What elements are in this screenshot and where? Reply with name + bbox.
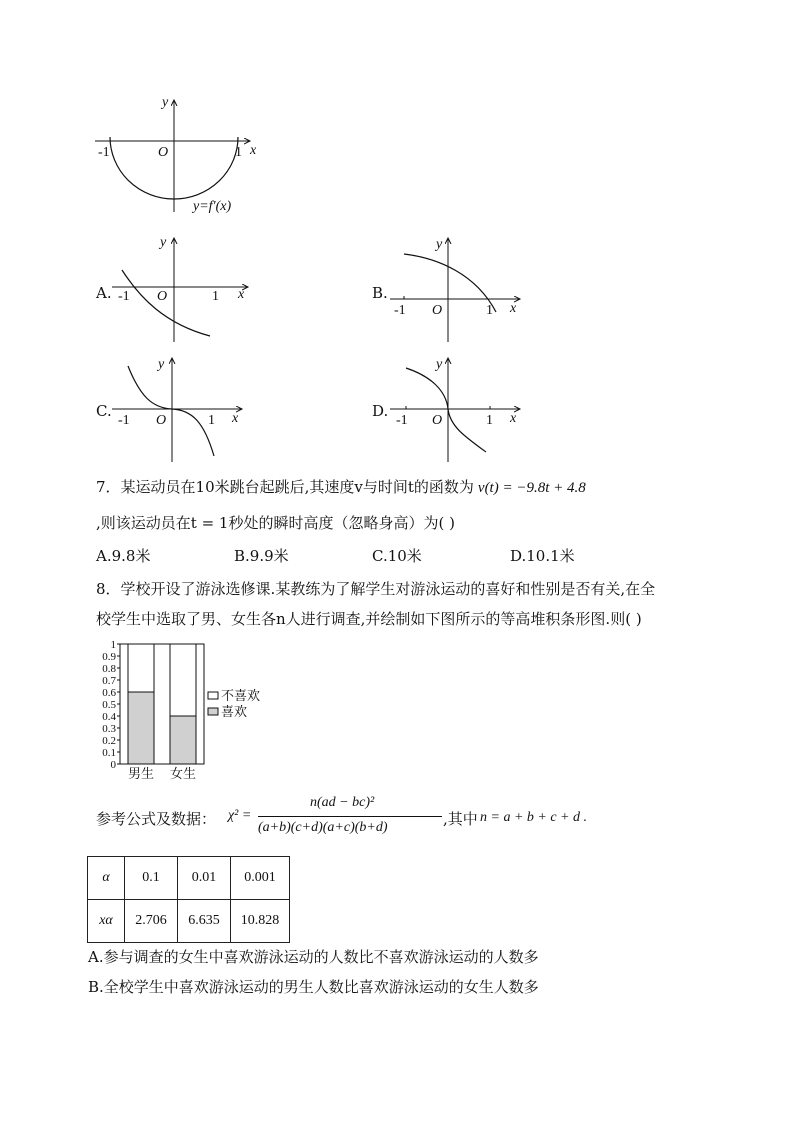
y-tick-label: 0.4 <box>102 711 116 723</box>
option-d-letter[interactable]: D. <box>372 402 389 420</box>
table-row <box>88 900 290 943</box>
origin-label: O <box>432 413 443 428</box>
table-cell: 6.635 <box>178 900 231 943</box>
pos-one-label: 1 <box>235 145 242 160</box>
y-label: y <box>436 237 443 252</box>
legend-label: 喜欢 <box>221 704 248 719</box>
y-tick-label: 0.5 <box>102 699 116 711</box>
formula-label: 参考公式及数据： <box>96 810 217 828</box>
option-a-letter[interactable]: A. <box>96 284 112 302</box>
table-row-head: α <box>88 857 125 900</box>
option-b-curve <box>404 254 496 312</box>
x-label: x <box>238 287 245 302</box>
q7-option-a[interactable]: A.9.8米 <box>96 547 151 565</box>
y-label: y <box>436 357 443 372</box>
q7-option-d[interactable]: D.10.1米 <box>510 547 575 565</box>
x-label: x <box>232 411 239 426</box>
legend-label: 不喜欢 <box>221 688 261 703</box>
q8-stem-line1: 8．学校开设了游泳选修课.某教练为了解学生对游泳运动的喜好和性别是否有关,在全 <box>96 580 656 598</box>
x-category-label: 女生 <box>169 766 197 781</box>
bar-segment <box>170 644 196 716</box>
q8-stem-line2: 校学生中选取了男、女生各n人进行调查,并绘制如下图所示的等高堆积条形图.则( ) <box>96 610 642 628</box>
neg-one-label: -1 <box>394 303 406 318</box>
table-cell: 0.001 <box>231 857 290 900</box>
neg-one-label: -1 <box>118 413 130 428</box>
critical-value-table <box>87 856 290 943</box>
x-category-label: 男生 <box>127 766 155 781</box>
table-cell: 10.828 <box>231 900 290 943</box>
pos-one-label: 1 <box>486 303 493 318</box>
y-tick-label: 1 <box>110 639 116 651</box>
option-d-graph[interactable] <box>388 352 533 464</box>
bar-segment <box>170 716 196 764</box>
y-label: y <box>162 95 169 110</box>
bar-segment <box>128 644 154 692</box>
derivative-graph <box>90 92 260 217</box>
legend-swatch <box>208 708 218 715</box>
x-label: x <box>250 143 257 158</box>
chi-square-lhs: χ² = <box>228 808 252 823</box>
formula-denominator: (a+b)(c+d)(a+c)(b+d) <box>258 820 388 835</box>
option-c-letter[interactable]: C. <box>96 402 112 420</box>
q8-option-a[interactable]: A.参与调查的女生中喜欢游泳运动的人数比不喜欢游泳运动的人数多 <box>88 948 539 966</box>
neg-one-label: -1 <box>396 413 408 428</box>
x-label: x <box>510 411 517 426</box>
table-cell: 0.1 <box>125 857 178 900</box>
x-label: x <box>510 301 517 316</box>
q7-stem-line1 <box>96 476 586 497</box>
option-c-curve <box>128 366 214 456</box>
bar-segment <box>128 692 154 764</box>
q7-stem-text: 7．某运动员在10米跳台起跳后,其速度v与时间t的函数为 <box>96 478 474 496</box>
option-b-graph[interactable] <box>388 232 533 344</box>
y-tick-label: 0.6 <box>102 687 116 699</box>
table-row <box>88 857 290 900</box>
option-b-letter[interactable]: B. <box>372 284 388 302</box>
option-a-graph[interactable] <box>110 232 255 344</box>
formula-numerator: n(ad − bc)² <box>310 795 375 810</box>
pos-one-label: 1 <box>212 289 219 304</box>
stacked-bar-chart <box>88 636 288 786</box>
formula-tail: ,其中 <box>443 810 478 828</box>
y-tick-label: 0.9 <box>102 651 116 663</box>
origin-label: O <box>156 413 167 428</box>
neg-one-label: -1 <box>98 145 110 160</box>
q7-option-b[interactable]: B.9.9米 <box>234 547 289 565</box>
y-label: y <box>158 357 165 372</box>
option-d-curve <box>406 368 486 452</box>
pos-one-label: 1 <box>208 413 215 428</box>
table-cell: 2.706 <box>125 900 178 943</box>
y-tick-label: 0 <box>110 759 116 771</box>
y-label: y <box>160 235 167 250</box>
q7-stem-line2: ,则该运动员在t = 1秒处的瞬时高度（忽略身高）为( ) <box>96 514 455 532</box>
q7-velocity-formula: v(t) = −9.8t + 4.8 <box>477 480 586 496</box>
q8-option-b[interactable]: B.全校学生中喜欢游泳运动的男生人数比喜欢游泳运动的女生人数多 <box>88 978 539 996</box>
origin-label: O <box>432 303 443 318</box>
curve-label: y=f′(x) <box>193 199 232 214</box>
y-tick-label: 0.7 <box>102 675 116 687</box>
q7-option-c[interactable]: C.10米 <box>372 547 422 565</box>
option-c-graph[interactable] <box>110 352 255 464</box>
neg-one-label: -1 <box>118 289 130 304</box>
table-row-head: xα <box>88 900 125 943</box>
legend-swatch <box>208 692 218 699</box>
pos-one-label: 1 <box>486 413 493 428</box>
table-cell: 0.01 <box>178 857 231 900</box>
y-tick-label: 0.3 <box>102 723 116 735</box>
origin-label: O <box>158 145 169 160</box>
origin-label: O <box>157 289 168 304</box>
y-tick-label: 0.8 <box>102 663 116 675</box>
y-tick-label: 0.2 <box>102 735 116 747</box>
formula-n-definition: n = a + b + c + d . <box>480 810 588 825</box>
y-tick-label: 0.1 <box>102 747 116 759</box>
fraction-bar <box>258 816 442 817</box>
